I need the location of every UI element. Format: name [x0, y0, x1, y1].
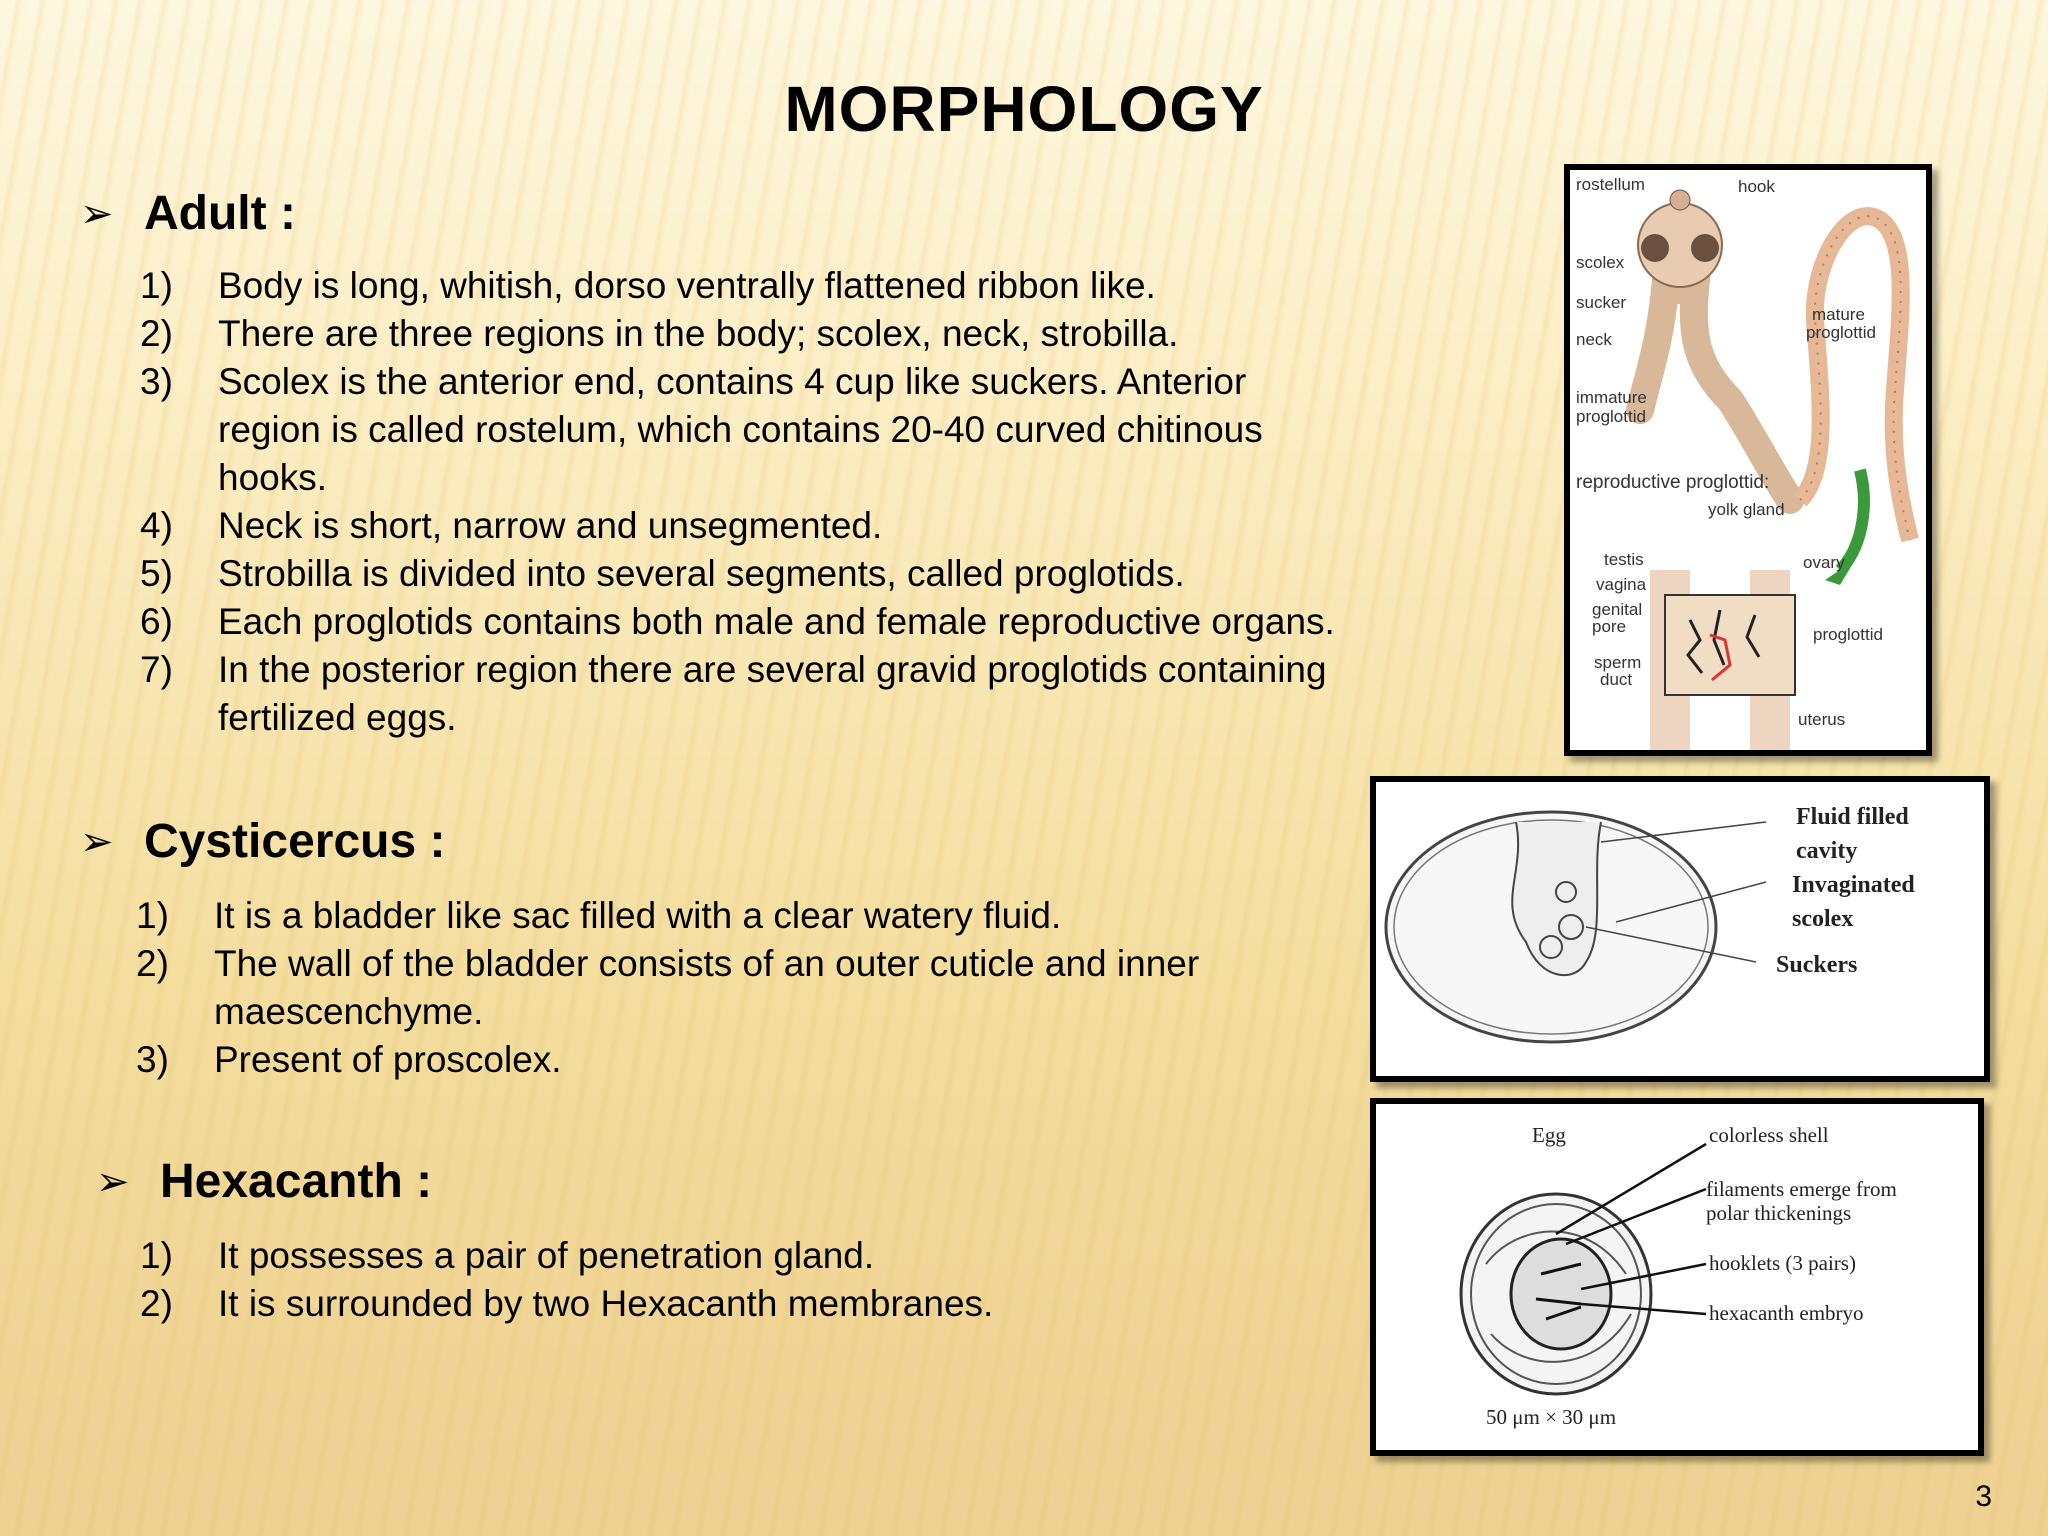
list-item	[140, 262, 1430, 310]
heading-text: Hexacanth :	[160, 1155, 433, 1208]
list-item	[140, 646, 1430, 742]
testis-label: testis	[1604, 550, 1644, 569]
scolex-label: scolex	[1792, 906, 1854, 932]
item-text: It possesses a pair of penetration gland.	[218, 1235, 875, 1276]
section-heading-cysticercus	[80, 814, 445, 869]
heading-text: Adult :	[144, 187, 296, 240]
adult-tapeworm-diagram	[1570, 170, 1926, 750]
list-item	[140, 1280, 1340, 1328]
adult-list	[140, 262, 1430, 742]
item-number: 7)	[140, 649, 173, 690]
arrow-bullet-icon: ➢	[96, 1158, 130, 1205]
mature-label: mature	[1812, 305, 1865, 324]
sperm-label: sperm	[1594, 653, 1642, 672]
arrow-bullet-icon: ➢	[80, 818, 114, 865]
item-text: In the posterior region there are several gravid proglotids containing fertilized eggs.	[218, 649, 1327, 738]
invaginated-label: Invaginated	[1792, 872, 1915, 898]
page-number: 3	[1975, 1480, 1992, 1513]
item-number: 5)	[140, 553, 173, 594]
cavity-label: cavity	[1796, 838, 1858, 864]
list-item	[136, 940, 1326, 1036]
cysticercus-figure	[1370, 776, 1990, 1082]
adult-tapeworm-figure	[1564, 164, 1932, 756]
item-text: Neck is short, narrow and unsegmented.	[218, 505, 883, 546]
item-text: Present of proscolex.	[214, 1039, 562, 1080]
item-text: Each proglotids contains both male and female reproductive organs.	[218, 601, 1335, 642]
ovary-label: ovary	[1803, 553, 1845, 572]
egg-diagram	[1376, 1104, 1978, 1450]
list-item	[136, 1036, 1326, 1084]
uterus-label: uterus	[1798, 710, 1846, 729]
scolex-label: scolex	[1576, 253, 1625, 272]
list-item	[136, 892, 1326, 940]
sucker-label: sucker	[1576, 293, 1627, 312]
item-number: 1)	[136, 895, 169, 936]
fluid-filled-label: Fluid filled	[1796, 804, 1909, 830]
suckers-label: Suckers	[1776, 952, 1858, 978]
item-text: It is surrounded by two Hexacanth membranes.	[218, 1283, 994, 1324]
list-item	[140, 598, 1430, 646]
item-text: The wall of the bladder consists of an outer cuticle and inner maescenchyme.	[214, 943, 1200, 1032]
egg-size-label: 50 μm × 30 μm	[1486, 1405, 1617, 1429]
item-text: Body is long, whitish, dorso ventrally flattened ribbon like.	[218, 265, 1156, 306]
neck-label: neck	[1576, 330, 1612, 349]
egg-figure	[1370, 1098, 1984, 1456]
vagina-label: vagina	[1596, 575, 1647, 594]
item-number: 1)	[140, 265, 173, 306]
item-number: 3)	[140, 361, 173, 402]
list-item	[140, 358, 1430, 502]
rostellum-label: rostellum	[1576, 175, 1645, 194]
item-number: 1)	[140, 1235, 173, 1276]
immature-label: immature	[1576, 388, 1647, 407]
item-number: 2)	[136, 943, 169, 984]
polar-thickenings-label: polar thickenings	[1706, 1201, 1852, 1225]
item-number: 6)	[140, 601, 173, 642]
heading-text: Cysticercus :	[144, 815, 446, 868]
immature-proglottid-label: proglottid	[1576, 407, 1646, 426]
genital-label: genital	[1592, 600, 1643, 619]
item-number: 2)	[140, 1283, 173, 1324]
cysticercus-list	[136, 892, 1326, 1084]
item-number: 3)	[136, 1039, 169, 1080]
section-heading-hexacanth	[96, 1154, 432, 1209]
proglottid-label: proglottid	[1813, 625, 1883, 644]
hexacanth-list	[140, 1232, 1340, 1328]
item-text: Strobilla is divided into several segments, called proglotids.	[218, 553, 1185, 594]
item-text: There are three regions in the body; scolex, neck, strobilla.	[218, 313, 1179, 354]
list-item	[140, 550, 1430, 598]
item-number: 2)	[140, 313, 173, 354]
list-item	[140, 310, 1430, 358]
list-item	[140, 1232, 1340, 1280]
mature-proglottid-label: proglottid	[1806, 323, 1876, 342]
item-text: It is a bladder like sac filled with a clear watery fluid.	[214, 895, 1062, 936]
filaments-label: filaments emerge from	[1706, 1177, 1897, 1201]
reproductive-proglottid-label: reproductive proglottid:	[1576, 472, 1770, 493]
item-number: 4)	[140, 505, 173, 546]
egg-label: Egg	[1532, 1123, 1566, 1147]
hook-label: hook	[1738, 177, 1775, 196]
hooklets-label: hooklets (3 pairs)	[1709, 1251, 1856, 1275]
hexacanth-embryo-label: hexacanth embryo	[1709, 1301, 1864, 1325]
section-heading-adult	[80, 186, 296, 241]
yolk-gland-label: yolk gland	[1708, 500, 1785, 519]
slide-title: MORPHOLOGY	[784, 73, 1264, 145]
pore-label: pore	[1592, 617, 1627, 636]
arrow-bullet-icon: ➢	[80, 190, 114, 237]
item-text: Scolex is the anterior end, contains 4 cup like suckers. Anterior region is called rostelum, which contains 20-40 curved chitinous hooks.	[218, 361, 1263, 498]
cysticercus-diagram	[1376, 782, 1984, 1076]
duct-label: duct	[1600, 670, 1633, 689]
list-item	[140, 502, 1430, 550]
colorless-shell-label: colorless shell	[1709, 1123, 1829, 1147]
